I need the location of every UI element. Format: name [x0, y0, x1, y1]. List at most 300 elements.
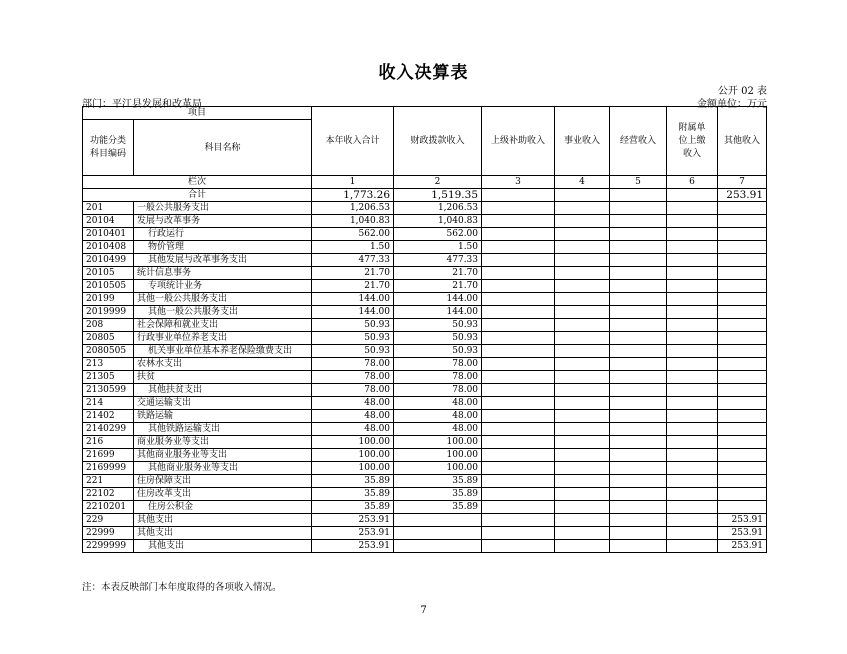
row-code: 213	[83, 358, 134, 371]
row-value-cell	[610, 332, 667, 345]
row-value-cell	[667, 449, 718, 462]
row-value-cell	[667, 384, 718, 397]
row-value-cell	[482, 514, 555, 527]
row-value-cell: 100.00	[394, 436, 482, 449]
row-value-cell	[482, 397, 555, 410]
table-row	[83, 527, 767, 540]
row-value-cell	[610, 202, 667, 215]
row-subject-name: 专项统计业务	[134, 280, 312, 293]
row-code: 2169999	[83, 462, 134, 475]
row-value-cell: 78.00	[312, 371, 394, 384]
row-value-cell	[482, 254, 555, 267]
row-value-cell	[718, 280, 767, 293]
row-subject-name: 行政运行	[134, 228, 312, 241]
row-value-cell: 48.00	[312, 397, 394, 410]
page-number: 7	[420, 605, 427, 616]
row-value-cell	[482, 345, 555, 358]
table-row	[83, 280, 767, 293]
row-value-cell	[610, 540, 667, 553]
row-value-cell	[555, 540, 610, 553]
header-superior: 上级补助收入	[482, 107, 555, 176]
table-row	[83, 514, 767, 527]
row-value-cell	[394, 514, 482, 527]
row-value-cell	[610, 501, 667, 514]
row-value-cell	[718, 488, 767, 501]
row-value-cell	[555, 254, 610, 267]
row-code: 2080505	[83, 345, 134, 358]
row-subject-name: 其他支出	[134, 540, 312, 553]
row-value-cell	[610, 527, 667, 540]
row-value-cell: 48.00	[394, 423, 482, 436]
row-value-cell: 477.33	[394, 254, 482, 267]
row-value-cell: 78.00	[394, 371, 482, 384]
row-subject-name: 物价管理	[134, 241, 312, 254]
row-value-cell: 50.93	[394, 345, 482, 358]
row-subject-name: 农林水支出	[134, 358, 312, 371]
row-value-cell	[610, 436, 667, 449]
row-value-cell	[610, 475, 667, 488]
row-code: 2010505	[83, 280, 134, 293]
row-value-cell	[482, 280, 555, 293]
row-value-cell	[482, 306, 555, 319]
row-code: 2010499	[83, 254, 134, 267]
header-project: 项目	[83, 107, 312, 120]
row-code: 20104	[83, 215, 134, 228]
row-code: 208	[83, 319, 134, 332]
row-value-cell	[718, 254, 767, 267]
income-table	[82, 106, 767, 553]
row-code: 21699	[83, 449, 134, 462]
header-total-income: 本年收入合计	[312, 107, 394, 176]
row-value-cell: 1,040.83	[312, 215, 394, 228]
row-value-cell	[555, 241, 610, 254]
row-value-cell	[718, 202, 767, 215]
row-value-cell	[482, 215, 555, 228]
table-row	[83, 254, 767, 267]
row-value-cell	[667, 215, 718, 228]
row-value-cell	[555, 332, 610, 345]
row-value-cell	[718, 241, 767, 254]
row-value-cell	[394, 540, 482, 553]
row-value-cell	[610, 267, 667, 280]
row-value-cell	[610, 371, 667, 384]
row-value-cell	[555, 410, 610, 423]
row-value-cell	[482, 228, 555, 241]
row-value-cell	[718, 423, 767, 436]
column-index-cell: 7	[718, 176, 767, 189]
row-value-cell	[667, 488, 718, 501]
total-value-cell: 253.91	[718, 189, 767, 202]
row-value-cell: 253.91	[312, 527, 394, 540]
row-value-cell: 21.70	[394, 280, 482, 293]
row-value-cell	[667, 462, 718, 475]
row-subject-name: 扶贫	[134, 371, 312, 384]
row-subject-name: 其他商业服务业等支出	[134, 449, 312, 462]
row-subject-name: 铁路运输	[134, 410, 312, 423]
department-label: 部门：平江县发展和改革局	[82, 99, 202, 110]
row-value-cell	[718, 449, 767, 462]
row-value-cell: 35.89	[312, 501, 394, 514]
row-value-cell: 1,206.53	[394, 202, 482, 215]
row-value-cell	[482, 475, 555, 488]
table-row	[83, 306, 767, 319]
row-value-cell: 50.93	[394, 319, 482, 332]
column-index-cell: 6	[667, 176, 718, 189]
row-value-cell	[482, 384, 555, 397]
row-value-cell	[667, 397, 718, 410]
table-row	[83, 371, 767, 384]
row-value-cell: 35.89	[394, 501, 482, 514]
header-func-code-line: 功能分类	[89, 135, 126, 146]
row-value-cell	[555, 527, 610, 540]
row-value-cell	[555, 462, 610, 475]
total-value-cell	[667, 189, 718, 202]
column-index-cell: 3	[482, 176, 555, 189]
row-subject-name: 其他发展与改革事务支出	[134, 254, 312, 267]
row-value-cell	[555, 514, 610, 527]
row-value-cell	[718, 215, 767, 228]
row-code: 22999	[83, 527, 134, 540]
row-value-cell	[718, 501, 767, 514]
row-value-cell: 50.93	[394, 332, 482, 345]
row-value-cell: 48.00	[394, 410, 482, 423]
row-code: 201	[83, 202, 134, 215]
table-row	[83, 410, 767, 423]
row-value-cell	[555, 280, 610, 293]
row-value-cell	[718, 319, 767, 332]
row-value-cell	[667, 228, 718, 241]
table-row	[83, 215, 767, 228]
row-value-cell	[610, 449, 667, 462]
row-value-cell	[610, 397, 667, 410]
row-value-cell: 48.00	[394, 397, 482, 410]
row-value-cell	[667, 202, 718, 215]
table-row	[83, 397, 767, 410]
row-subject-name: 统计信息事务	[134, 267, 312, 280]
header-subsidiary-line: 位上缴	[678, 135, 706, 146]
row-value-cell	[718, 358, 767, 371]
row-value-cell	[610, 488, 667, 501]
row-value-cell	[555, 449, 610, 462]
row-value-cell	[482, 423, 555, 436]
column-index-cell: 1	[312, 176, 394, 189]
row-value-cell	[667, 436, 718, 449]
row-value-cell: 100.00	[394, 449, 482, 462]
row-value-cell	[482, 501, 555, 514]
row-value-cell	[718, 384, 767, 397]
header-other: 其他收入	[718, 107, 767, 176]
row-value-cell	[667, 280, 718, 293]
row-value-cell	[718, 267, 767, 280]
row-value-cell	[667, 293, 718, 306]
row-value-cell	[610, 306, 667, 319]
header-fiscal: 财政拨款收入	[394, 107, 482, 176]
row-value-cell: 144.00	[312, 306, 394, 319]
table-row	[83, 436, 767, 449]
table-row	[83, 501, 767, 514]
row-value-cell	[555, 423, 610, 436]
row-subject-name: 其他支出	[134, 527, 312, 540]
table-row	[83, 358, 767, 371]
row-value-cell	[482, 488, 555, 501]
row-value-cell: 253.91	[718, 540, 767, 553]
row-code: 2299999	[83, 540, 134, 553]
row-value-cell: 48.00	[312, 423, 394, 436]
row-value-cell	[610, 358, 667, 371]
row-code: 221	[83, 475, 134, 488]
header-subject-name: 科目名称	[134, 120, 312, 176]
row-value-cell: 78.00	[312, 384, 394, 397]
table-row	[83, 488, 767, 501]
row-value-cell	[555, 371, 610, 384]
row-value-cell: 100.00	[312, 449, 394, 462]
row-value-cell: 35.89	[312, 488, 394, 501]
row-value-cell	[482, 410, 555, 423]
row-value-cell: 1,206.53	[312, 202, 394, 215]
row-value-cell: 253.91	[312, 514, 394, 527]
row-value-cell: 21.70	[312, 267, 394, 280]
row-value-cell	[482, 371, 555, 384]
row-value-cell: 562.00	[312, 228, 394, 241]
row-value-cell: 50.93	[312, 332, 394, 345]
row-value-cell	[555, 384, 610, 397]
table-row	[83, 202, 767, 215]
row-value-cell	[610, 384, 667, 397]
row-value-cell	[482, 202, 555, 215]
row-value-cell	[482, 358, 555, 371]
row-subject-name: 其他商业服务业等支出	[134, 462, 312, 475]
row-value-cell	[555, 475, 610, 488]
row-value-cell: 144.00	[394, 293, 482, 306]
row-value-cell: 35.89	[312, 475, 394, 488]
total-value-cell: 1,519.35	[394, 189, 482, 202]
table-row	[83, 462, 767, 475]
row-code: 2019999	[83, 306, 134, 319]
row-value-cell	[667, 423, 718, 436]
total-value-cell	[610, 189, 667, 202]
header-func-code-line: 科目编码	[89, 148, 126, 159]
row-value-cell	[555, 267, 610, 280]
row-subject-name: 一般公共服务支出	[134, 202, 312, 215]
row-value-cell: 144.00	[394, 306, 482, 319]
row-subject-name: 行政事业单位养老支出	[134, 332, 312, 345]
row-value-cell	[718, 345, 767, 358]
row-value-cell: 253.91	[312, 540, 394, 553]
table-row	[83, 228, 767, 241]
row-subject-name: 商业服务业等支出	[134, 436, 312, 449]
row-value-cell	[718, 293, 767, 306]
row-value-cell	[482, 267, 555, 280]
table-row	[83, 319, 767, 332]
row-value-cell	[667, 319, 718, 332]
table-row	[83, 475, 767, 488]
row-subject-name: 住房公积金	[134, 501, 312, 514]
row-value-cell	[482, 540, 555, 553]
row-code: 229	[83, 514, 134, 527]
header-func-code	[83, 120, 134, 176]
total-value-cell	[482, 189, 555, 202]
row-subject-name: 社会保障和就业支出	[134, 319, 312, 332]
row-value-cell	[610, 254, 667, 267]
row-value-cell	[667, 475, 718, 488]
row-value-cell	[667, 267, 718, 280]
row-value-cell	[555, 488, 610, 501]
row-code: 2010408	[83, 241, 134, 254]
unit-label: 金额单位：万元	[697, 99, 767, 110]
row-code: 20105	[83, 267, 134, 280]
row-value-cell: 562.00	[394, 228, 482, 241]
row-value-cell	[610, 228, 667, 241]
row-value-cell	[555, 345, 610, 358]
row-value-cell: 35.89	[394, 475, 482, 488]
row-code: 20805	[83, 332, 134, 345]
row-subject-name: 交通运输支出	[134, 397, 312, 410]
row-code: 216	[83, 436, 134, 449]
row-value-cell	[610, 319, 667, 332]
row-value-cell	[555, 501, 610, 514]
row-value-cell: 35.89	[394, 488, 482, 501]
row-value-cell	[667, 345, 718, 358]
row-subject-name: 住房保障支出	[134, 475, 312, 488]
row-code: 2140299	[83, 423, 134, 436]
column-index-label: 栏次	[83, 176, 312, 189]
table-row	[83, 241, 767, 254]
table-row	[83, 540, 767, 553]
row-value-cell: 253.91	[718, 514, 767, 527]
row-value-cell	[610, 462, 667, 475]
row-value-cell	[718, 410, 767, 423]
row-value-cell	[555, 306, 610, 319]
header-business: 事业收入	[555, 107, 610, 176]
header-subsidiary-line: 收入	[683, 148, 702, 159]
row-value-cell	[610, 215, 667, 228]
row-code: 2130599	[83, 384, 134, 397]
row-value-cell: 78.00	[394, 358, 482, 371]
row-value-cell	[610, 410, 667, 423]
row-value-cell	[610, 514, 667, 527]
row-value-cell	[718, 332, 767, 345]
row-value-cell	[482, 319, 555, 332]
row-value-cell	[610, 345, 667, 358]
row-value-cell	[718, 397, 767, 410]
total-value-cell: 1,773.26	[312, 189, 394, 202]
row-value-cell: 144.00	[312, 293, 394, 306]
row-value-cell	[482, 436, 555, 449]
row-value-cell	[610, 293, 667, 306]
row-value-cell	[667, 306, 718, 319]
column-index-cell: 4	[555, 176, 610, 189]
row-value-cell	[718, 475, 767, 488]
row-value-cell	[667, 410, 718, 423]
row-value-cell	[667, 358, 718, 371]
row-value-cell: 78.00	[394, 384, 482, 397]
row-subject-name: 机关事业单位基本养老保险缴费支出	[134, 345, 312, 358]
row-value-cell: 21.70	[394, 267, 482, 280]
row-value-cell	[718, 462, 767, 475]
row-value-cell	[555, 319, 610, 332]
row-code: 214	[83, 397, 134, 410]
table-row	[83, 449, 767, 462]
row-subject-name: 其他一般公共服务支出	[134, 306, 312, 319]
row-value-cell	[718, 306, 767, 319]
row-subject-name: 其他支出	[134, 514, 312, 527]
table-code: 公开 02 表	[717, 86, 767, 97]
row-value-cell: 1,040.83	[394, 215, 482, 228]
row-value-cell	[555, 202, 610, 215]
row-subject-name: 其他一般公共服务支出	[134, 293, 312, 306]
row-value-cell	[667, 501, 718, 514]
row-value-cell: 21.70	[312, 280, 394, 293]
row-code: 2210201	[83, 501, 134, 514]
row-value-cell	[555, 358, 610, 371]
row-subject-name: 其他铁路运输支出	[134, 423, 312, 436]
row-value-cell	[718, 371, 767, 384]
row-value-cell: 253.91	[718, 527, 767, 540]
row-subject-name: 发展与改革事务	[134, 215, 312, 228]
row-code: 21402	[83, 410, 134, 423]
table-row	[83, 293, 767, 306]
row-value-cell: 48.00	[312, 410, 394, 423]
row-value-cell	[718, 228, 767, 241]
header-operating: 经营收入	[610, 107, 667, 176]
row-value-cell: 100.00	[312, 462, 394, 475]
row-value-cell	[482, 449, 555, 462]
row-value-cell: 477.33	[312, 254, 394, 267]
row-value-cell	[394, 527, 482, 540]
column-index-cell: 5	[610, 176, 667, 189]
footnote: 注：本表反映部门本年度取得的各项收入情况。	[82, 582, 282, 593]
row-value-cell	[555, 228, 610, 241]
row-value-cell: 100.00	[394, 462, 482, 475]
row-value-cell	[482, 462, 555, 475]
row-code: 22102	[83, 488, 134, 501]
row-value-cell	[482, 332, 555, 345]
row-value-cell	[555, 215, 610, 228]
total-value-cell	[555, 189, 610, 202]
table-row	[83, 332, 767, 345]
row-value-cell	[555, 293, 610, 306]
row-value-cell	[667, 371, 718, 384]
row-code: 21305	[83, 371, 134, 384]
report-title: 收入决算表	[378, 63, 469, 83]
row-value-cell	[667, 254, 718, 267]
row-value-cell	[667, 514, 718, 527]
row-value-cell: 1.50	[312, 241, 394, 254]
row-value-cell	[610, 280, 667, 293]
row-value-cell	[667, 540, 718, 553]
row-value-cell	[555, 436, 610, 449]
column-index-cell: 2	[394, 176, 482, 189]
table-row	[83, 345, 767, 358]
row-code: 20199	[83, 293, 134, 306]
row-value-cell	[667, 332, 718, 345]
row-value-cell	[482, 527, 555, 540]
row-value-cell	[667, 241, 718, 254]
header-subsidiary-line: 附属单	[678, 122, 706, 133]
total-label: 合计	[83, 189, 312, 202]
table-row	[83, 384, 767, 397]
row-value-cell: 50.93	[312, 319, 394, 332]
row-value-cell: 50.93	[312, 345, 394, 358]
row-subject-name: 其他扶贫支出	[134, 384, 312, 397]
row-code: 2010401	[83, 228, 134, 241]
row-value-cell	[482, 241, 555, 254]
row-value-cell: 1.50	[394, 241, 482, 254]
header-subsidiary	[667, 107, 718, 176]
row-value-cell	[555, 397, 610, 410]
row-value-cell	[667, 527, 718, 540]
row-subject-name: 住房改革支出	[134, 488, 312, 501]
